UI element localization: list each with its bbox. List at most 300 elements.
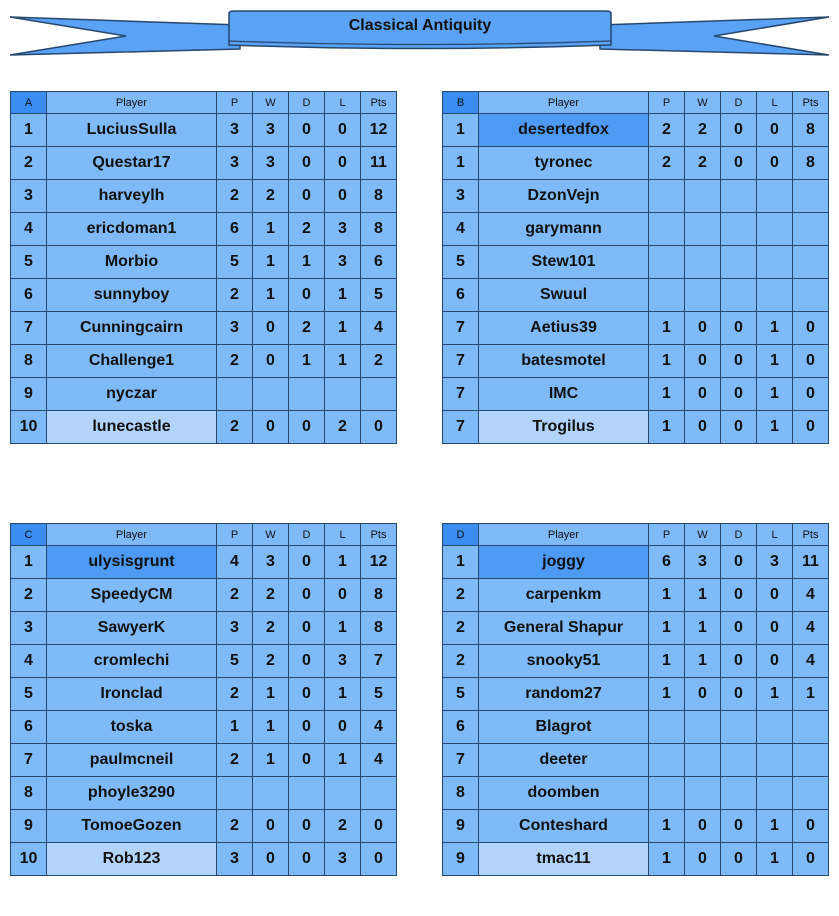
- table-row: [443, 378, 829, 411]
- lost-cell: 1: [757, 312, 793, 345]
- player-name-cell: deeter: [479, 744, 649, 777]
- player-name-cell: phoyle3290: [47, 777, 217, 810]
- player-name-cell: lunecastle: [47, 411, 217, 444]
- player-name-cell: desertedfox: [479, 114, 649, 147]
- rank-cell: 5: [11, 246, 47, 279]
- lost-cell: 1: [757, 810, 793, 843]
- lost-cell: 1: [757, 678, 793, 711]
- played-cell: 2: [649, 147, 685, 180]
- lost-column-header: L: [325, 524, 361, 546]
- played-cell: 1: [649, 612, 685, 645]
- played-cell: 2: [649, 114, 685, 147]
- lost-cell: 0: [325, 147, 361, 180]
- header-row: [443, 524, 829, 546]
- rank-cell: 3: [11, 612, 47, 645]
- page-title: Classical Antiquity: [348, 17, 492, 34]
- table-row: [11, 246, 397, 279]
- rank-cell: 2: [11, 147, 47, 180]
- table-row: [443, 147, 829, 180]
- drawn-cell: 0: [289, 180, 325, 213]
- table-row: [11, 147, 397, 180]
- drawn-cell: 0: [289, 645, 325, 678]
- player-name-cell: harveylh: [47, 180, 217, 213]
- banner-left-tail: [10, 17, 240, 55]
- lost-cell: [325, 777, 361, 810]
- drawn-cell: 0: [721, 843, 757, 876]
- table-row: [11, 411, 397, 444]
- played-cell: 2: [217, 579, 253, 612]
- points-cell: [793, 279, 829, 312]
- drawn-cell: 0: [721, 579, 757, 612]
- played-cell: 1: [649, 345, 685, 378]
- banner-right-tail: [600, 17, 829, 55]
- points-cell: 11: [793, 546, 829, 579]
- rank-cell: 4: [11, 645, 47, 678]
- points-cell: 12: [361, 114, 397, 147]
- drawn-cell: 0: [721, 645, 757, 678]
- won-cell: [685, 213, 721, 246]
- lost-cell: 0: [325, 579, 361, 612]
- played-cell: 1: [649, 378, 685, 411]
- points-cell: [793, 711, 829, 744]
- table-row: [443, 411, 829, 444]
- played-cell: 1: [649, 645, 685, 678]
- player-name-cell: tyronec: [479, 147, 649, 180]
- player-name-cell: Blagrot: [479, 711, 649, 744]
- played-cell: [649, 213, 685, 246]
- points-cell: 8: [793, 114, 829, 147]
- drawn-column-header: D: [289, 524, 325, 546]
- player-name-cell: DzonVejn: [479, 180, 649, 213]
- player-name-cell: Questar17: [47, 147, 217, 180]
- lost-cell: [757, 744, 793, 777]
- lost-cell: 0: [757, 579, 793, 612]
- table-row: [11, 279, 397, 312]
- player-name-cell: Trogilus: [479, 411, 649, 444]
- player-name-cell: Morbio: [47, 246, 217, 279]
- player-name-cell: Rob123: [47, 843, 217, 876]
- points-cell: 2: [361, 345, 397, 378]
- played-cell: [217, 777, 253, 810]
- played-cell: 2: [217, 810, 253, 843]
- table-row: [443, 810, 829, 843]
- lost-cell: 1: [757, 411, 793, 444]
- lost-cell: [757, 711, 793, 744]
- player-name-cell: LuciusSulla: [47, 114, 217, 147]
- points-cell: 0: [793, 411, 829, 444]
- header-row: [443, 92, 829, 114]
- rank-cell: 7: [443, 744, 479, 777]
- lost-cell: 2: [325, 411, 361, 444]
- won-column-header: W: [685, 92, 721, 114]
- points-cell: 5: [361, 279, 397, 312]
- rank-cell: 1: [443, 546, 479, 579]
- player-name-cell: random27: [479, 678, 649, 711]
- won-cell: [685, 711, 721, 744]
- played-cell: [217, 378, 253, 411]
- won-cell: [685, 279, 721, 312]
- lost-cell: [757, 213, 793, 246]
- table-row: [11, 810, 397, 843]
- drawn-cell: 0: [721, 678, 757, 711]
- points-cell: 0: [793, 378, 829, 411]
- drawn-cell: 0: [289, 546, 325, 579]
- table-row: [443, 279, 829, 312]
- rank-cell: 6: [11, 279, 47, 312]
- won-cell: 1: [685, 645, 721, 678]
- won-cell: 3: [253, 147, 289, 180]
- drawn-cell: [721, 213, 757, 246]
- lost-cell: 0: [325, 114, 361, 147]
- won-cell: 0: [685, 678, 721, 711]
- played-cell: [649, 246, 685, 279]
- player-name-cell: snooky51: [479, 645, 649, 678]
- group-letter: D: [443, 524, 479, 546]
- rank-cell: 6: [11, 711, 47, 744]
- lost-cell: 0: [757, 645, 793, 678]
- rank-cell: 4: [11, 213, 47, 246]
- points-cell: 0: [793, 843, 829, 876]
- won-cell: 2: [253, 645, 289, 678]
- table-row: [443, 678, 829, 711]
- rank-cell: 1: [443, 114, 479, 147]
- rank-cell: 7: [443, 411, 479, 444]
- won-cell: 2: [685, 147, 721, 180]
- drawn-cell: [721, 180, 757, 213]
- header-row: [11, 524, 397, 546]
- won-cell: 0: [685, 312, 721, 345]
- points-cell: 8: [361, 579, 397, 612]
- won-cell: 3: [253, 114, 289, 147]
- rank-cell: 8: [11, 345, 47, 378]
- lost-cell: 3: [757, 546, 793, 579]
- points-cell: [793, 213, 829, 246]
- points-cell: 7: [361, 645, 397, 678]
- rank-cell: 10: [11, 411, 47, 444]
- won-cell: 2: [253, 180, 289, 213]
- player-name-cell: doomben: [479, 777, 649, 810]
- drawn-cell: 0: [721, 345, 757, 378]
- points-cell: [793, 180, 829, 213]
- rank-cell: 7: [443, 312, 479, 345]
- lost-cell: 0: [757, 114, 793, 147]
- rank-cell: 6: [443, 279, 479, 312]
- lost-cell: 3: [325, 246, 361, 279]
- played-cell: 2: [217, 345, 253, 378]
- points-cell: 8: [361, 180, 397, 213]
- drawn-cell: [721, 246, 757, 279]
- played-cell: [649, 711, 685, 744]
- won-cell: 0: [685, 843, 721, 876]
- table-row: [11, 612, 397, 645]
- won-cell: 0: [685, 378, 721, 411]
- table-row: [443, 114, 829, 147]
- drawn-cell: 0: [289, 579, 325, 612]
- table-row: [443, 213, 829, 246]
- lost-column-header: L: [757, 92, 793, 114]
- table-row: [443, 777, 829, 810]
- rank-cell: 2: [11, 579, 47, 612]
- lost-cell: 1: [325, 546, 361, 579]
- rank-cell: 9: [443, 810, 479, 843]
- won-cell: 0: [253, 345, 289, 378]
- rank-cell: 5: [11, 678, 47, 711]
- player-name-cell: cromlechi: [47, 645, 217, 678]
- rank-cell: 5: [443, 678, 479, 711]
- table-row: [443, 843, 829, 876]
- played-column-header: P: [649, 92, 685, 114]
- played-cell: [649, 744, 685, 777]
- points-cell: 0: [361, 810, 397, 843]
- played-cell: 1: [217, 711, 253, 744]
- lost-cell: 0: [757, 147, 793, 180]
- lost-cell: 1: [325, 312, 361, 345]
- group-a-table: [10, 91, 397, 444]
- played-cell: 2: [217, 678, 253, 711]
- lost-cell: 2: [325, 810, 361, 843]
- played-column-header: P: [217, 92, 253, 114]
- table-row: [11, 579, 397, 612]
- table-row: [443, 612, 829, 645]
- player-column-header: Player: [479, 524, 649, 546]
- played-cell: 2: [217, 279, 253, 312]
- drawn-column-header: D: [289, 92, 325, 114]
- table-row: [443, 711, 829, 744]
- drawn-cell: [721, 279, 757, 312]
- table-row: [11, 777, 397, 810]
- drawn-cell: 0: [721, 612, 757, 645]
- lost-column-header: L: [757, 524, 793, 546]
- played-cell: 1: [649, 411, 685, 444]
- won-cell: 1: [253, 711, 289, 744]
- points-cell: 0: [361, 411, 397, 444]
- won-column-header: W: [253, 524, 289, 546]
- table-row: [443, 180, 829, 213]
- lost-cell: 0: [325, 711, 361, 744]
- lost-cell: [325, 378, 361, 411]
- drawn-cell: [721, 711, 757, 744]
- won-cell: 0: [685, 810, 721, 843]
- drawn-cell: 2: [289, 213, 325, 246]
- points-cell: 4: [793, 612, 829, 645]
- points-cell: 6: [361, 246, 397, 279]
- player-name-cell: Stew101: [479, 246, 649, 279]
- table-row: [11, 312, 397, 345]
- drawn-cell: [289, 777, 325, 810]
- rank-cell: 1: [11, 546, 47, 579]
- group-c-table: [10, 523, 397, 876]
- player-name-cell: ulysisgrunt: [47, 546, 217, 579]
- table-row: [11, 711, 397, 744]
- table-row: [443, 645, 829, 678]
- points-column-header: Pts: [793, 92, 829, 114]
- player-name-cell: Ironclad: [47, 678, 217, 711]
- played-cell: 6: [649, 546, 685, 579]
- played-cell: 3: [217, 612, 253, 645]
- won-cell: 1: [253, 213, 289, 246]
- points-cell: [793, 777, 829, 810]
- points-cell: 0: [793, 345, 829, 378]
- drawn-cell: 0: [721, 378, 757, 411]
- played-cell: 1: [649, 810, 685, 843]
- won-cell: [685, 777, 721, 810]
- player-name-cell: joggy: [479, 546, 649, 579]
- played-cell: 4: [217, 546, 253, 579]
- table-row: [443, 579, 829, 612]
- lost-cell: 3: [325, 843, 361, 876]
- won-column-header: W: [253, 92, 289, 114]
- drawn-cell: 0: [289, 843, 325, 876]
- rank-cell: 8: [443, 777, 479, 810]
- rank-cell: 7: [11, 744, 47, 777]
- won-cell: 0: [253, 810, 289, 843]
- player-name-cell: tmac11: [479, 843, 649, 876]
- rank-cell: 1: [11, 114, 47, 147]
- won-cell: 2: [253, 612, 289, 645]
- won-cell: [253, 777, 289, 810]
- rank-cell: 6: [443, 711, 479, 744]
- lost-cell: [757, 180, 793, 213]
- player-name-cell: Challenge1: [47, 345, 217, 378]
- played-cell: 1: [649, 579, 685, 612]
- points-cell: 4: [793, 579, 829, 612]
- player-name-cell: garymann: [479, 213, 649, 246]
- drawn-cell: 2: [289, 312, 325, 345]
- drawn-cell: [721, 744, 757, 777]
- points-cell: 8: [361, 213, 397, 246]
- won-cell: [685, 744, 721, 777]
- lost-cell: 1: [325, 345, 361, 378]
- points-cell: 4: [361, 711, 397, 744]
- rank-cell: 9: [11, 810, 47, 843]
- table-row: [11, 678, 397, 711]
- table-row: [11, 645, 397, 678]
- points-cell: 11: [361, 147, 397, 180]
- rank-cell: 9: [443, 843, 479, 876]
- drawn-cell: 0: [289, 744, 325, 777]
- points-cell: 4: [793, 645, 829, 678]
- player-column-header: Player: [479, 92, 649, 114]
- won-cell: 1: [253, 246, 289, 279]
- player-name-cell: toska: [47, 711, 217, 744]
- player-name-cell: TomoeGozen: [47, 810, 217, 843]
- played-cell: 2: [217, 180, 253, 213]
- header-row: [11, 92, 397, 114]
- rank-cell: 3: [443, 180, 479, 213]
- player-name-cell: General Shapur: [479, 612, 649, 645]
- won-cell: [253, 378, 289, 411]
- drawn-cell: 0: [289, 612, 325, 645]
- points-cell: 1: [793, 678, 829, 711]
- played-cell: 3: [217, 843, 253, 876]
- player-name-cell: SpeedyCM: [47, 579, 217, 612]
- drawn-cell: 0: [721, 546, 757, 579]
- lost-cell: [757, 279, 793, 312]
- drawn-cell: 1: [289, 345, 325, 378]
- won-cell: 1: [685, 612, 721, 645]
- player-name-cell: carpenkm: [479, 579, 649, 612]
- won-cell: 1: [253, 744, 289, 777]
- drawn-cell: 0: [289, 147, 325, 180]
- player-column-header: Player: [47, 92, 217, 114]
- table-row: [11, 213, 397, 246]
- points-column-header: Pts: [361, 524, 397, 546]
- played-cell: 1: [649, 312, 685, 345]
- points-cell: 4: [361, 312, 397, 345]
- rank-cell: 5: [443, 246, 479, 279]
- player-name-cell: batesmotel: [479, 345, 649, 378]
- drawn-cell: 0: [289, 411, 325, 444]
- table-row: [443, 246, 829, 279]
- played-column-header: P: [649, 524, 685, 546]
- rank-cell: 3: [11, 180, 47, 213]
- points-cell: 12: [361, 546, 397, 579]
- points-cell: [793, 744, 829, 777]
- drawn-cell: 0: [289, 279, 325, 312]
- rank-cell: 2: [443, 579, 479, 612]
- group-d-table: [442, 523, 829, 876]
- played-cell: 3: [217, 312, 253, 345]
- points-cell: 8: [793, 147, 829, 180]
- points-cell: 8: [361, 612, 397, 645]
- rank-cell: 7: [11, 312, 47, 345]
- rank-cell: 9: [11, 378, 47, 411]
- won-cell: 1: [685, 579, 721, 612]
- lost-cell: 3: [325, 213, 361, 246]
- played-cell: [649, 180, 685, 213]
- player-name-cell: sunnyboy: [47, 279, 217, 312]
- points-cell: 0: [793, 312, 829, 345]
- lost-cell: 3: [325, 645, 361, 678]
- won-cell: 3: [685, 546, 721, 579]
- points-column-header: Pts: [361, 92, 397, 114]
- drawn-cell: [289, 378, 325, 411]
- won-cell: 0: [253, 411, 289, 444]
- lost-cell: 0: [325, 180, 361, 213]
- points-cell: [361, 378, 397, 411]
- won-cell: [685, 180, 721, 213]
- group-letter: B: [443, 92, 479, 114]
- drawn-cell: 1: [289, 246, 325, 279]
- won-cell: 0: [253, 843, 289, 876]
- lost-cell: 1: [325, 279, 361, 312]
- points-cell: 0: [361, 843, 397, 876]
- lost-cell: [757, 246, 793, 279]
- table-row: [11, 378, 397, 411]
- played-column-header: P: [217, 524, 253, 546]
- drawn-column-header: D: [721, 92, 757, 114]
- lost-column-header: L: [325, 92, 361, 114]
- played-cell: 2: [217, 411, 253, 444]
- played-cell: 5: [217, 246, 253, 279]
- drawn-cell: 0: [289, 114, 325, 147]
- player-name-cell: nyczar: [47, 378, 217, 411]
- played-cell: 1: [649, 678, 685, 711]
- played-cell: 6: [217, 213, 253, 246]
- played-cell: 3: [217, 114, 253, 147]
- won-cell: 1: [253, 279, 289, 312]
- table-row: [443, 345, 829, 378]
- lost-cell: 1: [757, 345, 793, 378]
- drawn-cell: 0: [721, 411, 757, 444]
- drawn-cell: [721, 777, 757, 810]
- drawn-cell: 0: [289, 711, 325, 744]
- won-cell: 2: [253, 579, 289, 612]
- table-row: [11, 345, 397, 378]
- rank-cell: 4: [443, 213, 479, 246]
- lost-cell: 1: [325, 744, 361, 777]
- won-column-header: W: [685, 524, 721, 546]
